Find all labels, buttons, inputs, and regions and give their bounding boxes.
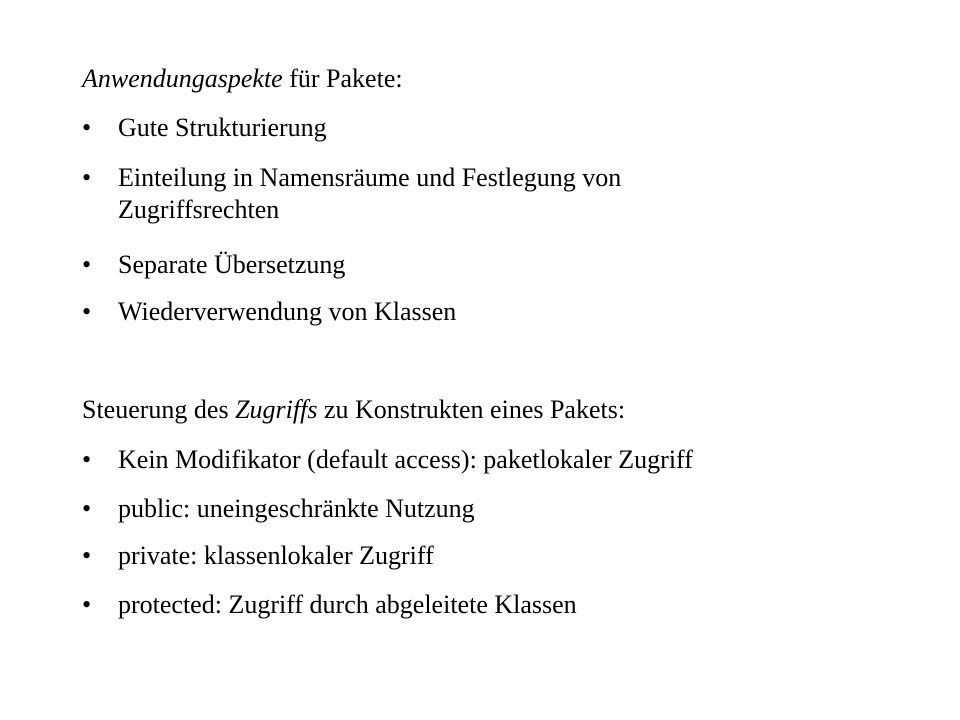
list-item-continuation: Zugriffsrechten — [118, 195, 280, 224]
bullet-icon: • — [82, 494, 92, 523]
section2-heading — [82, 395, 625, 425]
section2-heading-italic: Zugriffs — [235, 395, 318, 424]
section1-heading-italic: Anwendungaspekte — [82, 64, 283, 93]
section1-heading — [82, 64, 403, 94]
bullet-icon: • — [82, 113, 92, 142]
section2-heading-post: zu Konstrukten eines Pakets: — [317, 395, 626, 424]
list-item: Kein Modifikator (default access): paketlokaler Zugriff — [118, 445, 693, 474]
list-item: Separate Übersetzung — [118, 250, 346, 279]
list-item: public: uneingeschränkte Nutzung — [118, 494, 475, 523]
bullet-icon: • — [82, 541, 92, 570]
section2-heading-pre: Steuerung des — [82, 395, 236, 424]
bullet-icon: • — [82, 445, 92, 474]
bullet-icon: • — [82, 297, 92, 326]
list-item: protected: Zugriff durch abgeleitete Klassen — [118, 590, 577, 619]
bullet-icon: • — [82, 590, 92, 619]
list-item: private: klassenlokaler Zugriff — [118, 541, 434, 570]
bullet-icon: • — [82, 250, 92, 279]
list-item: Wiederverwendung von Klassen — [118, 297, 457, 326]
list-item: Gute Strukturierung — [118, 113, 327, 142]
section1-heading-rest: für Pakete: — [282, 64, 403, 93]
bullet-icon: • — [82, 163, 92, 192]
list-item: Einteilung in Namensräume und Festlegung von — [118, 163, 622, 192]
